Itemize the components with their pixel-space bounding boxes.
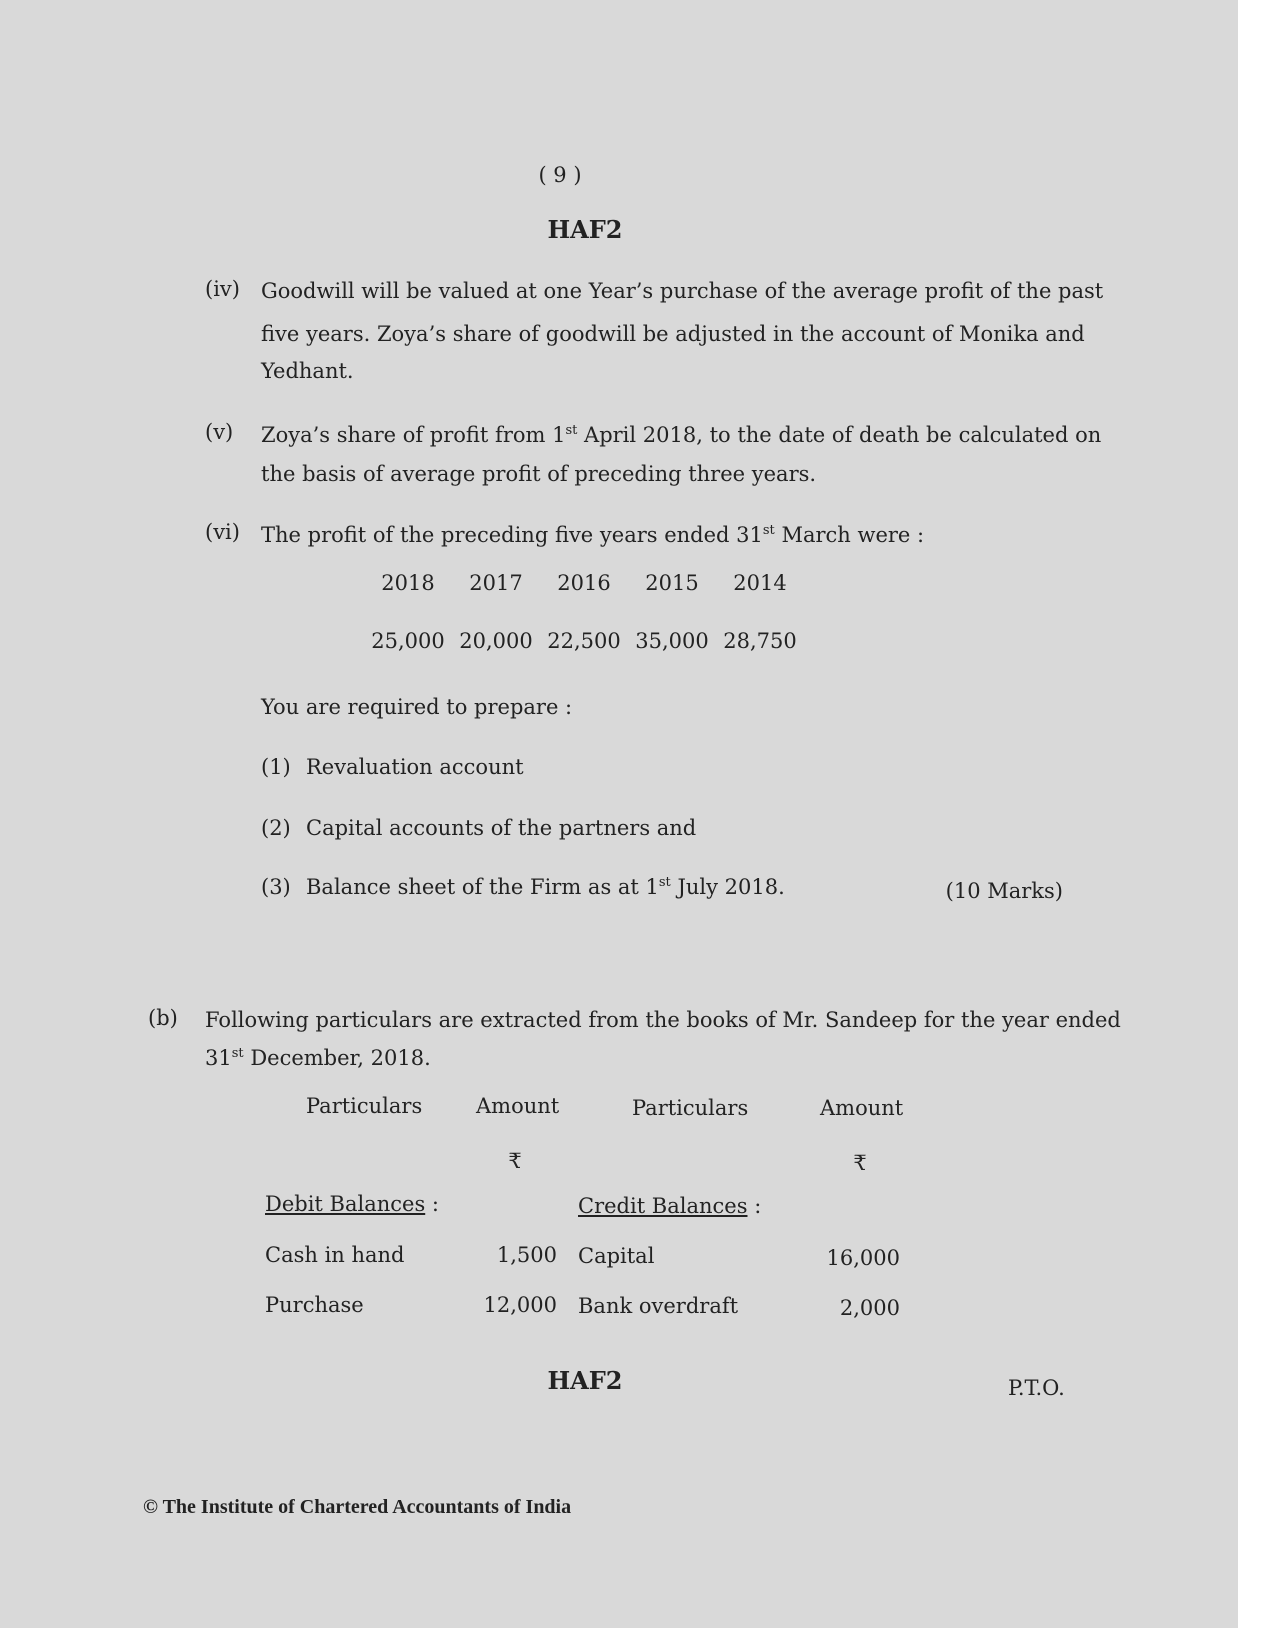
table-header-particulars: Particulars — [632, 1096, 749, 1120]
credit-item: Capital — [578, 1244, 655, 1268]
profit-year: 2016 — [557, 571, 611, 595]
part-b-marker: (b) — [148, 1006, 178, 1030]
copyright-notice: © The Institute of Chartered Accountants of India — [143, 1496, 572, 1518]
profit-year: 2017 — [469, 571, 523, 595]
item-iv-line-3: Yedhant. — [261, 359, 354, 383]
required-item-number: (1) — [261, 755, 291, 779]
table-header-particulars: Particulars — [306, 1094, 423, 1118]
profit-year: 2015 — [645, 571, 699, 595]
debit-item: Cash in hand — [265, 1243, 405, 1267]
marks-label: (10 Marks) — [945, 879, 1063, 903]
paper-code-header: HAF2 — [547, 215, 623, 244]
item-iv-line-2: five years. Zoya’s share of goodwill be adjusted in the account of Monika and — [261, 322, 1085, 346]
profit-value: 28,750 — [723, 629, 797, 653]
table-header-amount: Amount — [820, 1096, 904, 1120]
required-item-text: Balance sheet of the Firm as at 1st July 2018. — [306, 875, 785, 899]
item-iv-marker: (iv) — [205, 277, 240, 301]
debit-item: Purchase — [265, 1293, 364, 1317]
profit-value: 20,000 — [459, 629, 533, 653]
required-item-number: (3) — [261, 875, 291, 899]
credit-item: Bank overdraft — [578, 1294, 739, 1318]
required-item-number: (2) — [261, 816, 291, 840]
profit-year: 2018 — [381, 571, 435, 595]
item-vi-marker: (vi) — [205, 520, 240, 544]
debit-balances-heading: Debit Balances : — [265, 1192, 439, 1216]
item-iv-line-1: Goodwill will be valued at one Year’s purchase of the average profit of the past — [261, 279, 1104, 303]
required-item-text: Revaluation account — [306, 755, 524, 779]
profit-value: 22,500 — [547, 629, 621, 653]
credit-amount: 16,000 — [826, 1246, 900, 1270]
part-b-line-2: 31st December, 2018. — [205, 1046, 431, 1070]
profit-year: 2014 — [733, 571, 787, 595]
part-b-line-1: Following particulars are extracted from the books of Mr. Sandeep for the year ended — [205, 1008, 1121, 1032]
profit-value: 25,000 — [371, 629, 445, 653]
pto-label: P.T.O. — [1008, 1376, 1065, 1400]
required-item-text: Capital accounts of the partners and — [306, 816, 697, 840]
page-number: ( 9 ) — [538, 163, 582, 187]
credit-amount: 2,000 — [839, 1296, 900, 1320]
credit-balances-heading: Credit Balances : — [578, 1194, 762, 1218]
table-header-amount: Amount — [476, 1094, 560, 1118]
debit-amount: 12,000 — [483, 1293, 557, 1317]
debit-amount: 1,500 — [496, 1243, 557, 1267]
required-intro: You are required to prepare : — [261, 695, 573, 719]
profit-value: 35,000 — [635, 629, 709, 653]
currency-symbol: ₹ — [853, 1151, 867, 1175]
paper-code-footer: HAF2 — [547, 1366, 623, 1395]
item-vi-line-1: The profit of the preceding five years ended 31st March were : — [261, 523, 925, 547]
item-v-line-1: Zoya’s share of profit from 1st April 2018, to the date of death be calculated on — [261, 423, 1102, 447]
item-v-marker: (v) — [205, 420, 234, 444]
currency-symbol: ₹ — [508, 1149, 522, 1173]
item-v-line-2: the basis of average profit of preceding three years. — [261, 462, 817, 486]
